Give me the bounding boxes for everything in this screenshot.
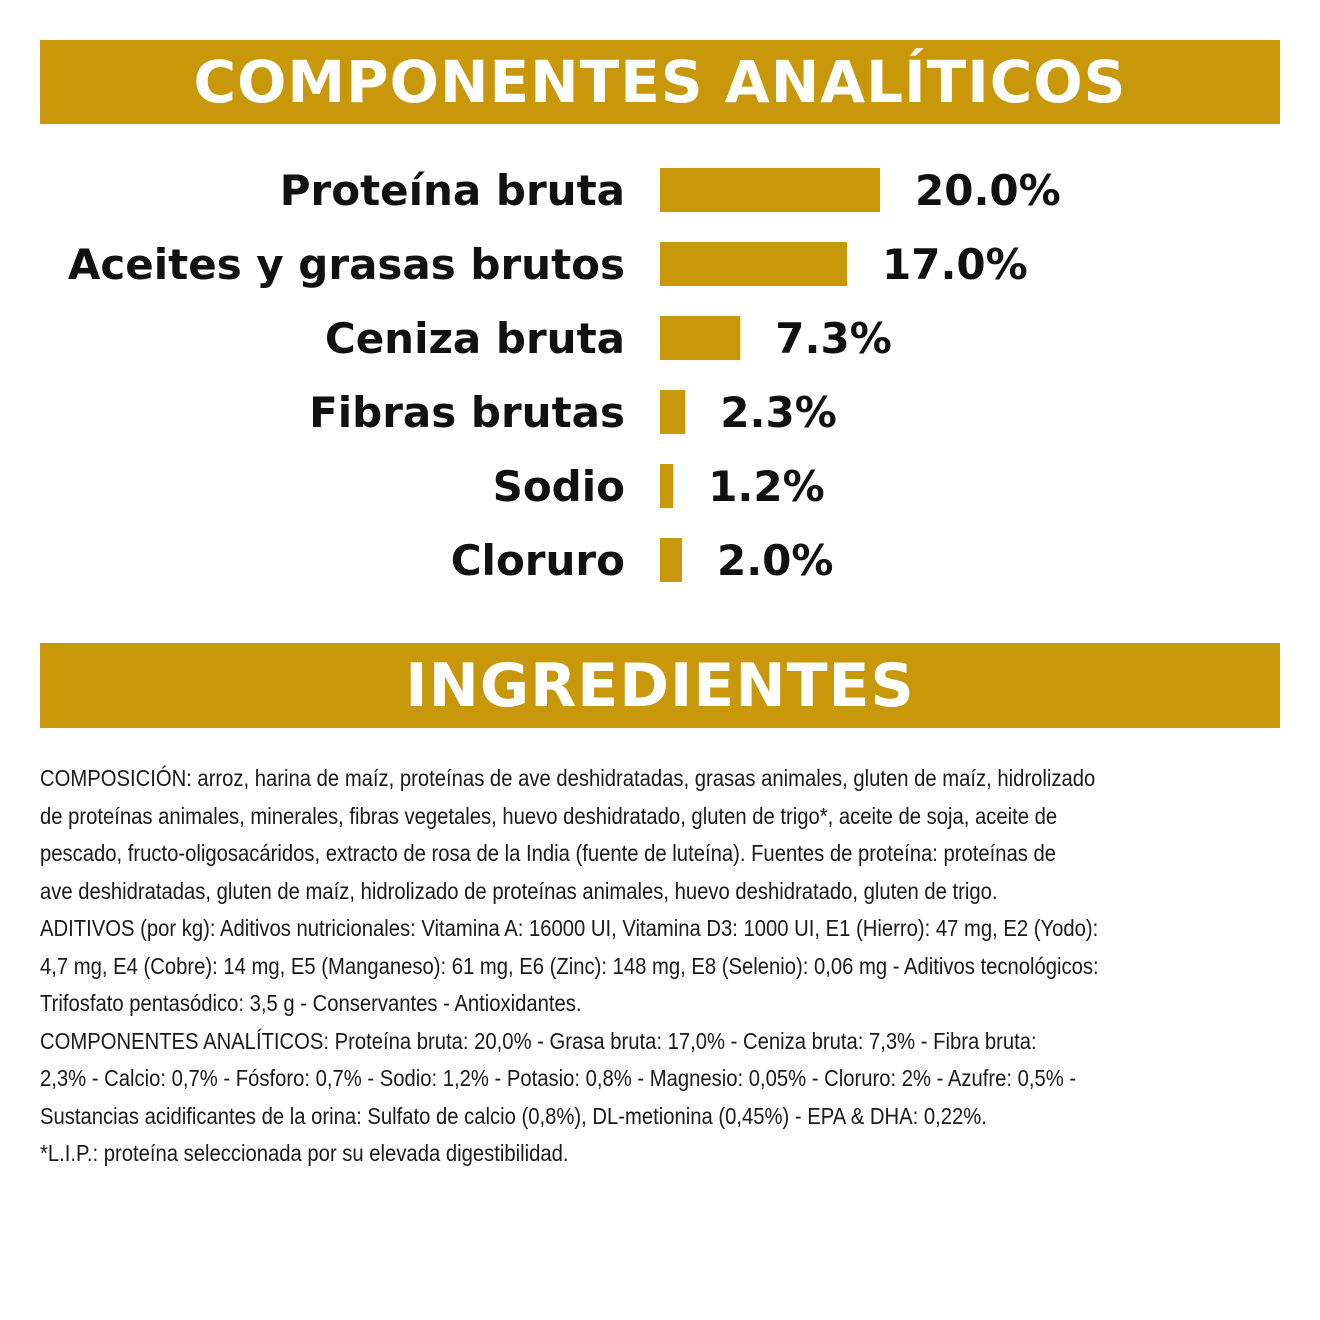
- analytics-section-header: [40, 40, 1280, 124]
- bar-label-sodio: Sodio: [492, 462, 625, 511]
- bar-ceniza-bruta: [660, 316, 740, 360]
- bar-value-sodio: 1.2%: [708, 462, 825, 511]
- analytics-title: COMPONENTES ANALÍTICOS: [193, 48, 1127, 116]
- bar-value-ceniza-bruta: 7.3%: [775, 314, 892, 363]
- bar-fibras-brutas: [660, 390, 685, 434]
- ingredients-line: 2,3% - Calcio: 0,7% - Fósforo: 0,7% - Sodio: 1,2% - Potasio: 0,8% - Magnesio: 0,05% - Cloruro: 2% - Azufre: 0,5% -: [40, 1065, 1077, 1091]
- bar-label-fibras-brutas: Fibras brutas: [309, 388, 625, 437]
- ingredients-line: ave deshidratadas, gluten de maíz, hidrolizado de proteínas animales, huevo deshidratado, gluten de trigo.: [40, 877, 998, 904]
- ingredients-text: [40, 760, 1136, 1173]
- ingredients-title: INGREDIENTES: [405, 650, 915, 721]
- ingredients-line: COMPOSICIÓN: arroz, harina de maíz, proteínas de ave deshidratadas, grasas animales, gluten de maíz, hidrolizado: [40, 765, 1096, 791]
- bar-value-aceites-y-grasas-brutos: 17.0%: [882, 240, 1028, 289]
- ingredients-line: ADITIVOS (por kg): Aditivos nutricionales: Vitamina A: 16000 UI, Vitamina D3: 1000 UI, E1 (Hierro): 47 mg, E2 (Yodo):: [40, 915, 1099, 941]
- bar-value-cloruro: 2.0%: [717, 536, 834, 585]
- ingredients-line: de proteínas animales, minerales, fibras vegetales, huevo deshidratado, gluten de trigo*, aceite de soja, aceite de: [40, 802, 1058, 829]
- bar-label-ceniza-bruta: Ceniza bruta: [324, 314, 625, 363]
- bar-value-proteina-bruta: 20.0%: [915, 166, 1061, 215]
- ingredients-line: pescado, fructo-oligosacáridos, extracto de rosa de la India (fuente de luteína). Fuentes de proteína: proteínas de: [40, 840, 1057, 866]
- bar-label-proteina-bruta: Proteína bruta: [279, 166, 625, 215]
- ingredients-line: *L.I.P.: proteína seleccionada por su elevada digestibilidad.: [40, 1140, 569, 1166]
- ingredients-line: COMPONENTES ANALÍTICOS: Proteína bruta: 20,0% - Grasa bruta: 17,0% - Ceniza bruta: 7,3% - Fibra bruta:: [40, 1027, 1037, 1054]
- bar-label-aceites-y-grasas-brutos: Aceites y grasas brutos: [67, 240, 625, 289]
- bar-aceites-y-grasas-brutos: [660, 242, 847, 286]
- ingredients-section-header: [40, 643, 1280, 728]
- bar-label-cloruro: Cloruro: [450, 536, 625, 585]
- bar-cloruro: [660, 538, 682, 582]
- analytics-bar-chart: [0, 140, 1320, 610]
- ingredients-line: Trifosfato pentasódico: 3,5 g - Conservantes - Antioxidantes.: [40, 990, 582, 1016]
- ingredients-line: 4,7 mg, E4 (Cobre): 14 mg, E5 (Manganeso): 61 mg, E6 (Zinc): 148 mg, E8 (Selenio): 0,06 mg - Aditivos tecnológicos:: [40, 952, 1099, 979]
- bar-sodio: [660, 464, 673, 508]
- ingredients-line: Sustancias acidificantes de la orina: Sulfato de calcio (0,8%), DL-metionina (0,45%) - EPA & DHA: 0,22%.: [40, 1102, 987, 1129]
- bar-value-fibras-brutas: 2.3%: [720, 388, 837, 437]
- bar-proteina-bruta: [660, 168, 880, 212]
